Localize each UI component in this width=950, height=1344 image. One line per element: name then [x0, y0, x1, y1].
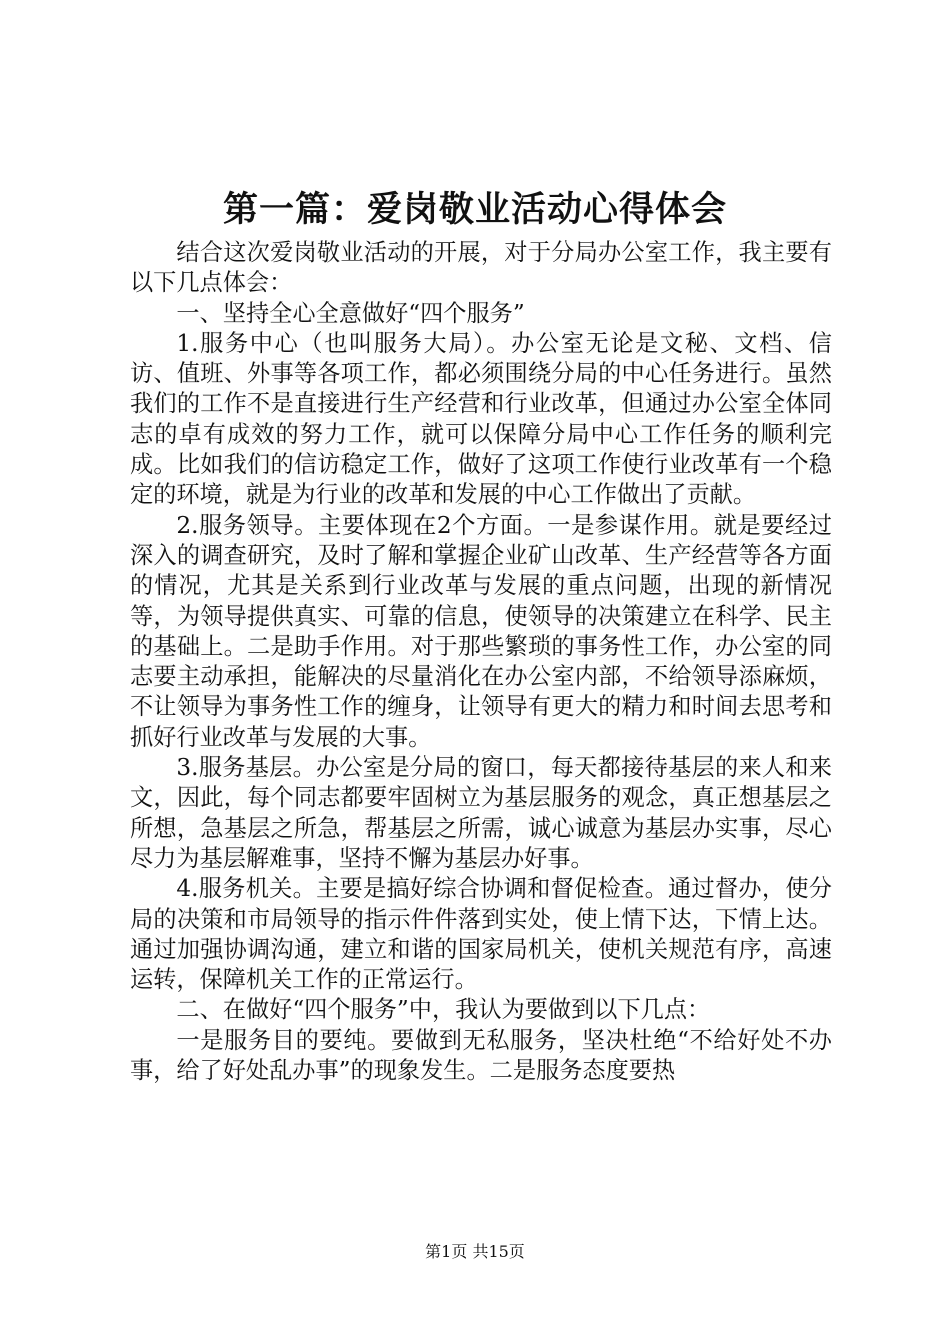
paragraph-service-grassroots: 3.服务基层。办公室是分局的窗口，每天都接待基层的来人和来文，因此，每个同志都要牢固树立为基层服务的观念，真正想基层之所想，急基层之所急，帮基层之所需，诚心诚意为基层办实事，尽心尽力为基层解难事，坚持不懈为基层办好事。	[130, 754, 832, 872]
paragraph-service-organs: 4.服务机关。主要是搞好综合协调和督促检查。通过督办，使分局的决策和市局领导的指示件件落到实处，使上情下达，下情上达。通过加强协调沟通，建立和谐的国家局机关，使机关规范有序，高速运转，保障机关工作的正常运行。	[130, 875, 832, 994]
page-number-footer: 第1页 共15页	[425, 1242, 525, 1261]
paragraph-intro: 结合这次爱岗敬业活动的开展，对于分局办公室工作，我主要有以下几点体会：	[130, 239, 832, 297]
paragraph-service-leaders: 2.服务领导。主要体现在2个方面。一是参谋作用。就是要经过深入的调查研究，及时了解和掌握企业矿山改革、生产经营等各方面的情况，尤其是关系到行业改革与发展的重点问题，出现的新情况等，为领导提供真实、可靠的信息，使领导的决策建立在科学、民主的基础上。二是助手作用。对于那些繁琐的事务性工作，办公室的同志要主动承担，能解决的尽量消化在办公室内部，不给领导添麻烦，不让领导为事务性工作的缠身，让领导有更大的精力和时间去思考和抓好行业改革与发展的大事。	[130, 511, 832, 751]
paragraph-service-center: 1.服务中心（也叫服务大局）。办公室无论是文秘、文档、信访、值班、外事等各项工作，都必须围绕分局的中心任务进行。虽然我们的工作不是直接进行生产经营和行业改革，但通过办公室全体同志的卓有成效的努力工作，就可以保障分局中心工作任务的顺利完成。比如我们的信访稳定工作，做好了这项工作使行业改革有一个稳定的环境，就是为行业的改革和发展的中心工作做出了贡献。	[130, 329, 832, 509]
section-heading-two: 二、在做好“四个服务”中，我认为要做到以下几点：	[176, 996, 711, 1024]
paragraph-service-points: 一是服务目的要纯。要做到无私服务，坚决杜绝“不给好处不办事，给了好处乱办事”的现象发生。二是服务态度要热	[130, 1026, 832, 1085]
section-heading-one: 一、坚持全心全意做好“四个服务”	[176, 299, 525, 327]
document-title: 第一篇：爱岗敬业活动心得体会	[222, 189, 727, 230]
document-body	[130, 238, 832, 1086]
